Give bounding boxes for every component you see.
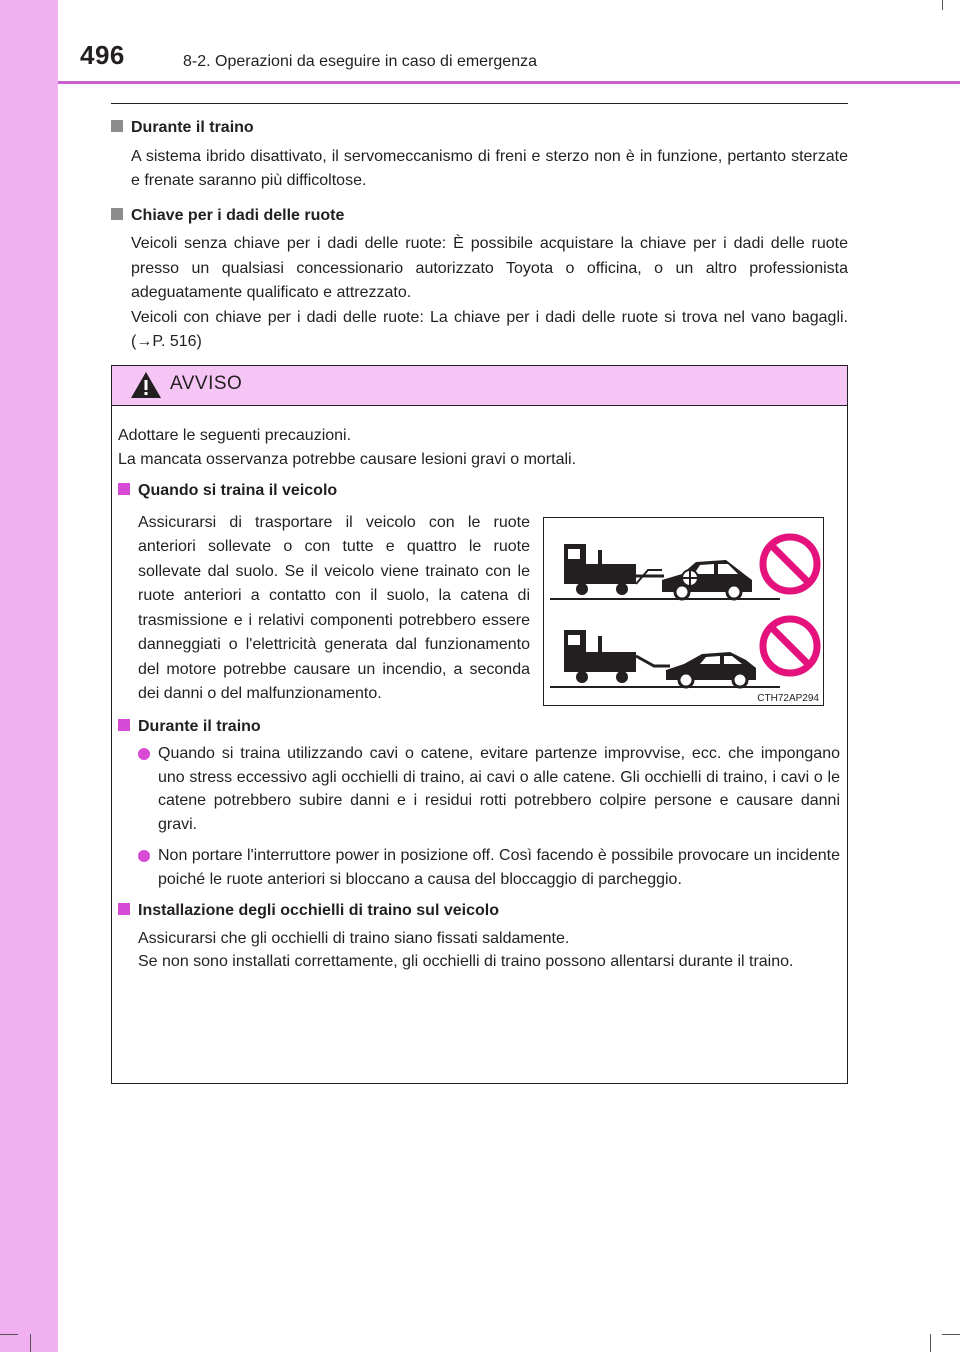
section-paragraph: Veicoli con chiave per i dadi delle ruote: La chiave per i dadi delle ruote si trova nel vano bagagli. (→P. 516) — [131, 308, 848, 350]
square-bullet-icon — [118, 719, 130, 731]
square-bullet-icon — [111, 120, 123, 132]
square-bullet-icon — [111, 208, 123, 220]
install-text: Assicurarsi che gli occhielli di traino siano fissati saldamente. — [138, 929, 570, 947]
section-title: 8-2. Operazioni da eseguire in caso di emergenza — [183, 53, 537, 70]
warning-intro: La mancata osservanza potrebbe causare lesioni gravi o mortali. — [118, 450, 577, 468]
section-paragraph: A sistema ibrido disattivato, il servomeccanismo di freni e sterzo non è in funzione, pertanto sterzate e frenate saranno più difficoltose. — [131, 147, 848, 189]
section-heading: Chiave per i dadi delle ruote — [111, 204, 848, 229]
warning-title: AVVISO — [170, 373, 243, 394]
crop-mark — [930, 1334, 931, 1352]
list-item: Quando si traina utilizzando cavi o catene, evitare partenze improvvise, ecc. che impongano uno stress eccessivo agli occhielli di traino, ai cavi o alle catene. Gli occhielli di traino, i cavi o le catene potrebbero subire danni e i residui rotti potrebbero colpire persone e causare danni gravi. — [138, 742, 840, 836]
figure-code: CTH72AP294 — [757, 693, 819, 704]
section-paragraph: Veicoli senza chiave per i dadi delle ruote: È possibile acquistare la chiave per i dadi delle ruote presso un qualsiasi concessionario autorizzato Toyota o officina, o un altro professionista adeguatamente qualificato e attrezzato. — [131, 235, 848, 301]
crop-mark — [942, 1334, 960, 1335]
main-content — [111, 116, 848, 355]
install-heading: Installazione degli occhielli di traino sul veicolo — [118, 899, 840, 923]
prohibited-icon — [763, 619, 817, 673]
header-rule — [58, 81, 960, 84]
tow-truck-prohibited-illustration — [544, 518, 823, 705]
car-icon — [666, 652, 756, 687]
car-icon — [662, 560, 752, 599]
warning-header — [112, 366, 847, 406]
tow-truck-icon — [564, 630, 670, 683]
towing-heading: Quando si traina il veicolo — [118, 479, 840, 503]
install-text: Se non sono installati correttamente, gli occhielli di traino possono allentarsi durante il traino. — [138, 953, 794, 970]
square-bullet-icon — [118, 903, 130, 915]
warning-triangle-icon — [130, 370, 162, 400]
circle-bullet-icon — [138, 850, 150, 862]
section-heading: Durante il traino — [111, 116, 848, 141]
crop-mark — [0, 1334, 18, 1335]
during-heading: Durante il traino — [118, 715, 840, 739]
content-top-rule — [111, 103, 848, 104]
page-sidebar-band — [0, 0, 58, 1352]
tow-truck-icon — [564, 544, 664, 595]
towing-illustration — [543, 517, 824, 706]
towing-text: Assicurarsi di trasportare il veicolo con le ruote anteriori sollevate o con tutte e quattro le ruote sollevate dal suolo. Se il veicolo viene trainato con le ruote anteriori a contatto con il suolo, la catena di trasmissione e i relativi componenti potrebbero essere danneggiati o l'elettricità generata dal funzionamento del motore potrebbe causare un incendio, a seconda dei danni o del malfunzionamento. — [138, 513, 530, 702]
page-number: 496 — [80, 40, 125, 70]
prohibited-icon — [763, 537, 817, 591]
list-item: Non portare l'interruttore power in posizione off. Così facendo è possibile provocare un incidente poiché le ruote anteriori si bloccano a causa del bloccaggio di parcheggio. — [138, 844, 840, 891]
circle-bullet-icon — [138, 748, 150, 760]
warning-intro: Adottare le seguenti precauzioni. — [118, 427, 352, 444]
warning-box — [111, 365, 848, 1084]
crop-mark — [30, 1334, 31, 1352]
square-bullet-icon — [118, 483, 130, 495]
crop-mark — [942, 0, 943, 10]
